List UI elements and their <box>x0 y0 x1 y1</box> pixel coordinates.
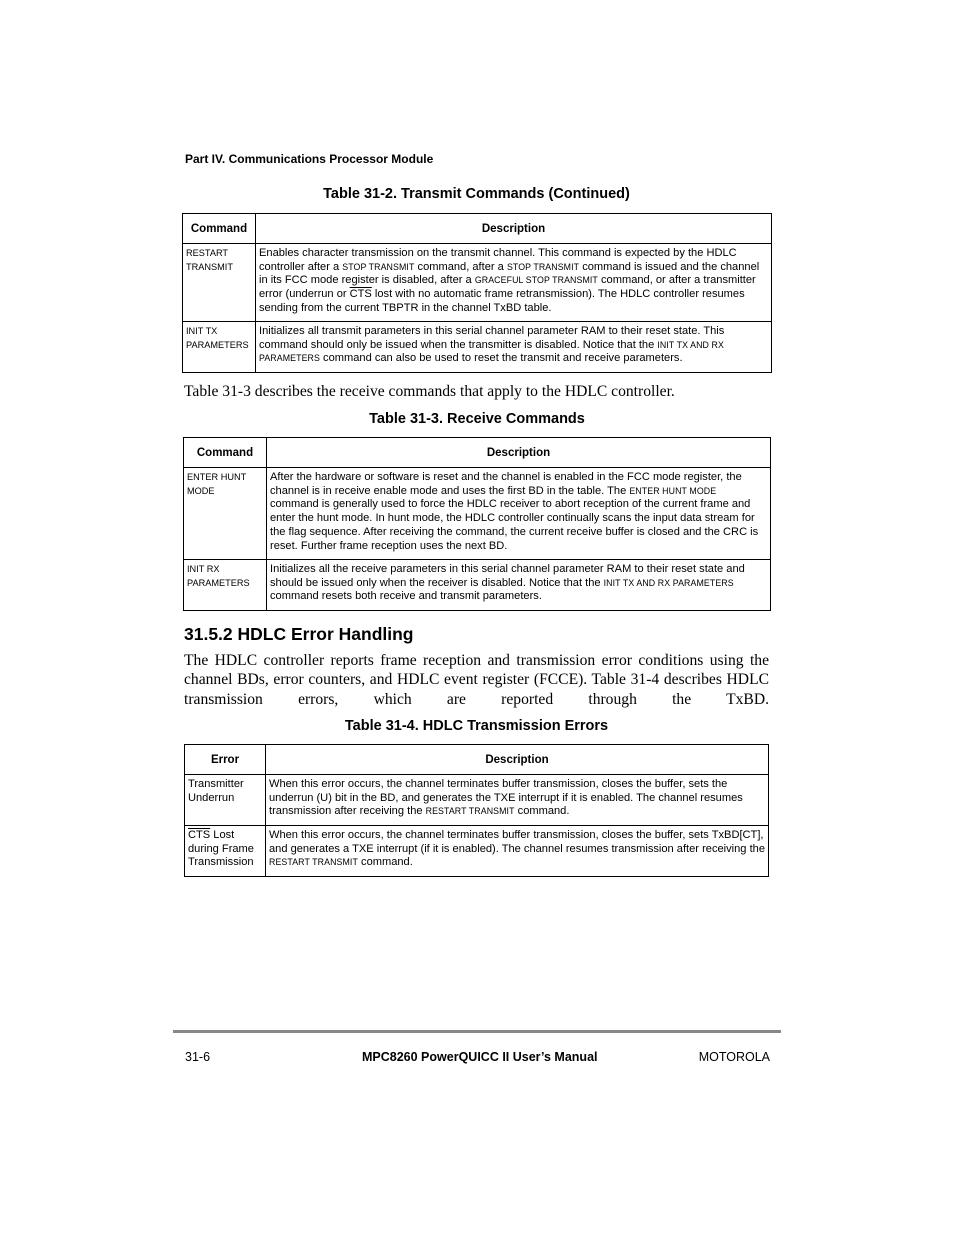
manual-title: MPC8260 PowerQUICC II User’s Manual <box>362 1050 598 1064</box>
column-header-command: Command <box>184 438 267 468</box>
table-row <box>185 826 769 877</box>
company-name: MOTOROLA <box>698 1050 770 1064</box>
column-header-error: Error <box>185 745 266 775</box>
table-31-3 <box>183 437 771 611</box>
table-31-2-caption: Table 31-2. Transmit Commands (Continued) <box>323 186 630 202</box>
description-cell: When this error occurs, the channel terminates buffer transmission, closes the buffer, sets TxBD[CT], and generates a TXE interrupt (if it is enabled). The channel resumes transmission after receiving the RESTART TRANSMIT command. <box>266 826 769 877</box>
section-heading: 31.5.2 HDLC Error Handling <box>184 624 414 644</box>
table-31-4-caption: Table 31-4. HDLC Transmission Errors <box>344 718 609 734</box>
table-row <box>183 244 772 322</box>
table-header-row <box>183 214 772 244</box>
description-cell: After the hardware or software is reset and the channel is enabled in the FCC mode register, the channel is in receive enable mode and uses the first BD in the table. The ENTER HUNT MODE command is generally used to force the HDLC receiver to abort reception of the current frame and enter the hunt mode. In hunt mode, the HDLC controller continually scans the input data stream for the flag sequence. After receiving the command, the current receive buffer is closed and the CRC is reset. Further frame reception uses the next BD. <box>267 468 771 560</box>
table-header-row <box>184 438 771 468</box>
command-cell: INIT RX PARAMETERS <box>184 560 267 611</box>
description-cell: Initializes all transmit parameters in this serial channel parameter RAM to their reset state. This command should only be issued when the transmitter is disabled. Notice that the INIT TX AND RX PARAMETERS command can also be used to reset the transmit and receive parameters. <box>256 322 772 373</box>
table-row <box>183 322 772 373</box>
description-cell: Enables character transmission on the transmit channel. This command is expected by the HDLC controller after a STOP TRANSMIT command, after a STOP TRANSMIT command is issued and the channel in its FCC mode register is disabled, after a GRACEFUL STOP TRANSMIT command, or after a transmitter error (underrun or $\overline{CTS}$ lost with no automatic frame retransmission). The HDLC controller resumes sending from the current TBPTR in the channel TxBD table. <box>256 244 772 322</box>
description-cell: Initializes all the receive parameters in this serial channel parameter RAM to their reset state and should be issued only when the receiver is disabled. Notice that the INIT TX AND RX PARAMETERS command resets both receive and transmit parameters. <box>267 560 771 611</box>
column-header-description: Description <box>267 438 771 468</box>
table-31-3-caption: Table 31-3. Receive Commands <box>369 411 585 427</box>
command-cell: RESTART TRANSMIT <box>183 244 256 322</box>
command-cell: ENTER HUNT MODE <box>184 468 267 560</box>
command-cell: INIT TX PARAMETERS <box>183 322 256 373</box>
column-header-description: Description <box>266 745 769 775</box>
table-31-4 <box>184 744 769 877</box>
footer-rule <box>173 1030 781 1033</box>
table-31-2 <box>182 213 772 373</box>
error-cell: Transmitter Underrun <box>185 775 266 826</box>
table-header-row <box>185 745 769 775</box>
intro-paragraph: Table 31-3 describes the receive commands that apply to the HDLC controller. <box>184 383 675 400</box>
section-body: The HDLC controller reports frame reception and transmission error conditions using the channel BDs, error counters, and HDLC event register (FCCE). Table 31-4 describes HDLC transmission errors, which are reported through the TxBD. <box>184 652 769 708</box>
page-number: 31-6 <box>185 1050 211 1064</box>
table-row <box>184 560 771 611</box>
column-header-command: Command <box>183 214 256 244</box>
column-header-description: Description <box>256 214 772 244</box>
running-header: Part IV. Communications Processor Module <box>185 152 434 166</box>
description-cell: When this error occurs, the channel terminates buffer transmission, closes the buffer, sets the underrun (U) bit in the BD, and generates the TXE interrupt if it is enabled. The channel resumes transmission after receiving the RESTART TRANSMIT command. <box>266 775 769 826</box>
error-cell: $\overline{CTS}$ Lost during Frame Transmission <box>185 826 266 877</box>
table-row <box>184 468 771 560</box>
table-row <box>185 775 769 826</box>
